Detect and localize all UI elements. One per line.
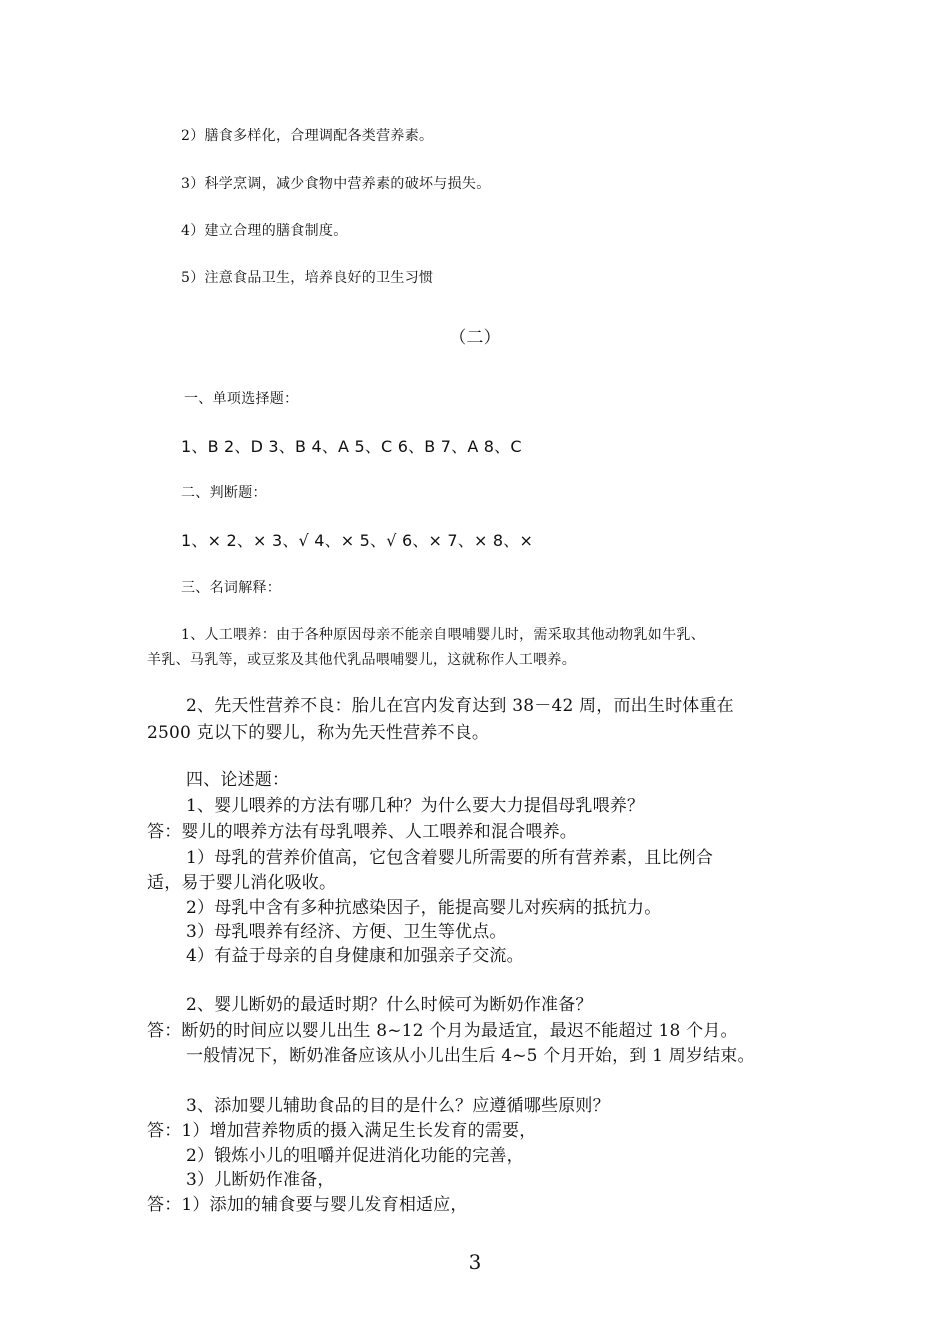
essay-answer-3-line3: 3）儿断奶作准备，	[186, 1170, 335, 1190]
term1-line1: 1、人工喂养：由于各种原因母亲不能亲自喂哺婴儿时，需采取其他动物乳如牛乳、	[181, 627, 706, 643]
principle-item-3: 3）科学烹调，减少食物中营养素的破坏与损失。	[181, 176, 491, 192]
answer-1-point-3: 3）母乳喂养有经济、方便、卫生等优点。	[186, 922, 507, 942]
essay-answer-1: 答：婴儿的喂养方法有母乳喂养、人工喂养和混合喂养。	[147, 822, 577, 842]
answer-1-point-1-line2: 适，易于婴儿消化吸收。	[147, 873, 337, 893]
essay-answer-2-line1: 答：断奶的时间应以婴儿出生 8~12 个月为最适宜，最迟不能超过 18 个月。	[147, 1021, 738, 1041]
essay-answer-2-line2: 一般情况下，断奶准备应该从小儿出生后 4~5 个月开始，到 1 周岁结束。	[186, 1046, 755, 1066]
essay-question-3: 3、添加婴儿辅助食品的目的是什么？应遵循哪些原则？	[186, 1096, 610, 1116]
answer-1-point-2: 2）母乳中含有多种抗感染因子，能提高婴儿对疾病的抵抗力。	[186, 898, 662, 918]
essay-answer-3-line4: 答：1）添加的辅食要与婴儿发育相适应，	[147, 1195, 468, 1215]
principle-item-5: 5）注意食品卫生，培养良好的卫生习惯	[181, 270, 434, 286]
single-choice-answers: 1、B 2、D 3、B 4、A 5、C 6、B 7、A 8、C	[181, 437, 522, 456]
answer-1-point-1-line1: 1）母乳的营养价值高，它包含着婴儿所需要的所有营养素，且比例合	[186, 848, 714, 868]
principle-item-4: 4）建立合理的膳食制度。	[181, 223, 348, 239]
term2-line1: 2、先天性营养不良：胎儿在宫内发育达到 38－42 周，而出生时体重在	[186, 696, 734, 716]
essay-heading: 四、论述题：	[186, 770, 290, 790]
term1-line2: 羊乳、马乳等，或豆浆及其他代乳品喂哺婴儿，这就称作人工喂养。	[147, 652, 576, 668]
page-number: 3	[468, 1250, 482, 1274]
essay-answer-3-line2: 2）锻炼小儿的咀嚼并促进消化功能的完善，	[186, 1146, 524, 1166]
terms-heading: 三、名词解释：	[181, 580, 282, 596]
essay-question-1: 1、婴儿喂养的方法有哪几种？为什么要大力提倡母乳喂养？	[186, 796, 645, 816]
term2-line2: 2500 克以下的婴儿，称为先天性营养不良。	[147, 723, 490, 743]
principle-item-2: 2）膳食多样化，合理调配各类营养素。	[181, 128, 434, 144]
single-choice-heading: 一、单项选择题：	[184, 391, 299, 407]
true-false-heading: 二、判断题：	[181, 485, 267, 501]
essay-answer-3-line1: 答：1）增加营养物质的摄入满足生长发育的需要，	[147, 1121, 537, 1141]
part-heading: （二）	[449, 328, 501, 348]
true-false-answers: 1、× 2、× 3、√ 4、× 5、√ 6、× 7、× 8、×	[181, 531, 534, 550]
essay-question-2: 2、婴儿断奶的最适时期？什么时候可为断奶作准备？	[186, 995, 593, 1015]
answer-1-point-4: 4）有益于母亲的自身健康和加强亲子交流。	[186, 946, 524, 966]
